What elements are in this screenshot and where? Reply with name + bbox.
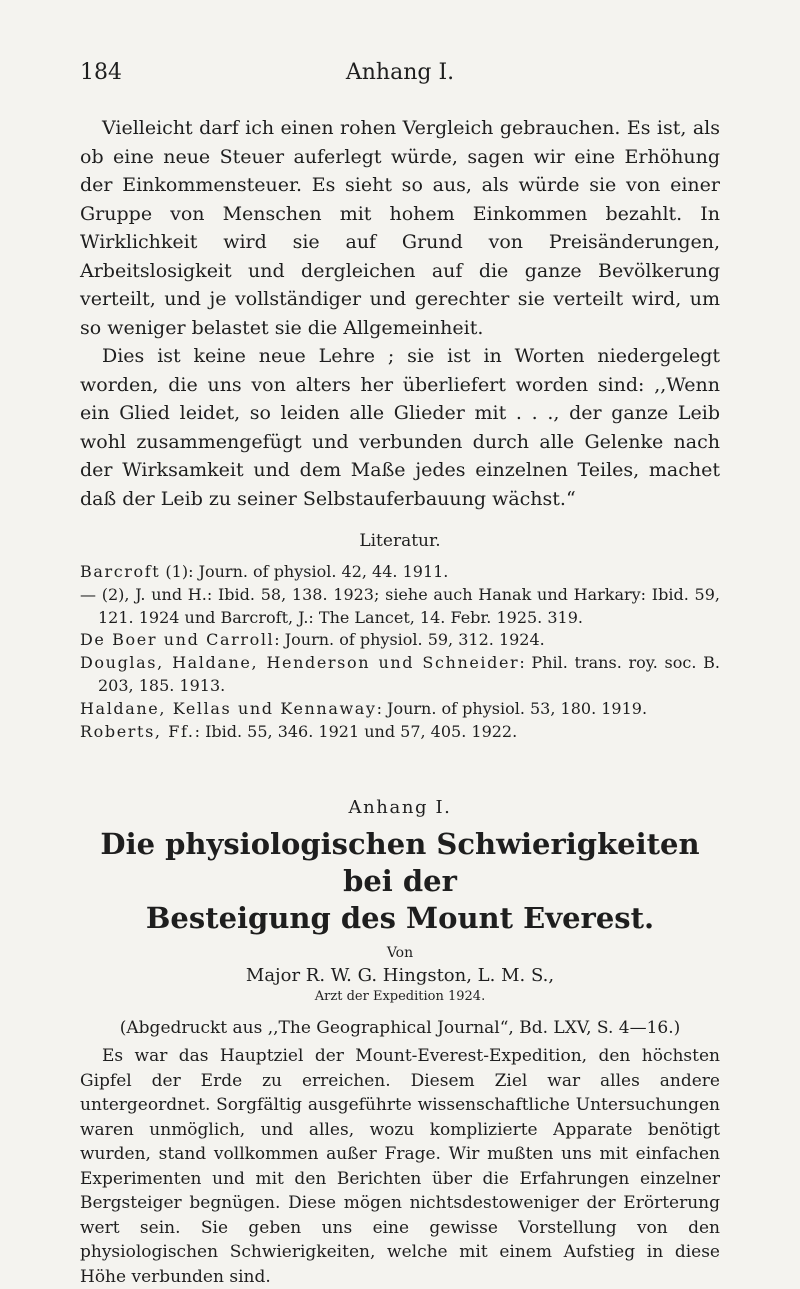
chapter-text [80,1044,720,1289]
page-number: 184 [80,60,122,85]
author-role: Arzt der Expedition 1924. [314,989,486,1005]
reference-author: De Boer und Carroll [80,630,275,650]
appendix-label: Anhang I. [348,797,452,819]
reference-text: : Journ. of physiol. 59, 312. 1924. [274,630,545,650]
reference-author: Haldane, Kellas und Kennaway [80,698,377,718]
reference-item [80,584,720,630]
book-page [80,60,720,1289]
reference-text: : Ibid. 55, 346. 1921 und 57, 405. 1922. [194,721,518,741]
reference-text: : Journ. of physiol. 53, 180. 1919. [376,698,648,718]
reference-author: Douglas, Haldane, Henderson und Schneider [80,653,520,673]
reference-author: Roberts, Ff. [80,721,195,741]
byline-von: Von [386,945,414,962]
paragraph-old-teaching: Dies ist keine neue Lehre ; sie ist in Worten niedergelegt worden, die uns von alters her überliefert worden sind: ,,Wenn ein Glied leidet, so leiden alle Glieder mit . . ., der ganze Leib wohl zusammengefügt und verbunden durch alle Gelenke nach der Wirksamkeit und dem Maße jedes einzelnen Teiles, machet daß der Leib zu seiner Selbstauferbauung wächst.“ [80,345,720,510]
reference-item [80,561,720,584]
reference-text: : Phil. trans. roy. soc. B. 203, 185. 1913. [98,653,720,695]
paragraph-expedition: Es war das Hauptziel der Mount-Everest-Expedition, den höchsten Gipfel der Erde zu erreichen. Diesem Ziel war alles andere untergeordnet. Sorgfältig ausgeführte wissenschaftliche Untersuchungen waren unmöglich, und alles, wozu komplizierte Apparate benötigt wurden, stand vollkommen außer Frage. Wir mußten uns mit einfachen Experimenten und mit den Berichten über die Erfahrungen einzelner Bergsteiger begnügen. Diese mögen nichtsdestoweniger der Erörterung wert sein. Sie geben uns eine gewisse Vorstellung von den physiologischen Schwierigkeiten, welche mit einem Aufstieg in diese Höhe verbunden sind. [80,1046,720,1287]
chapter-title [80,826,720,937]
reference-text: — (2), J. und H.: Ibid. 58, 138. 1923; siehe auch Hanak und Harkary: Ibid. 59, 121. 1924 und Barcroft, J.: The Lancet, 14. Febr. 1925. 319. [80,584,720,627]
literature-heading: Literatur. [359,531,441,551]
reference-author: Barcroft [80,562,161,581]
running-head [80,60,720,100]
reference-text: (1): Journ. of physiol. 42, 44. 1911. [160,562,449,581]
reference-list [80,561,720,743]
reference-item [80,629,720,652]
reference-item [80,721,720,744]
body-text [80,114,720,513]
running-title: Anhang I. [345,60,455,85]
chapter-author: Major R. W. G. Hingston, L. M. S., [245,965,555,987]
reference-item [80,698,720,721]
chapter-title-line-2: Besteigung des Mount Everest. [145,901,655,936]
paragraph-tax-comparison: Vielleicht darf ich einen rohen Vergleich gebrauchen. Es ist, als ob eine neue Steuer auferlegt würde, sagen wir eine Erhöhung der Einkommensteuer. Es sieht so aus, als würde sie von einer Gruppe von Menschen mit hohem Einkommen bezahlt. In Wirklichkeit wird sie auf Grund von Preisänderungen, Arbeitslosigkeit und dergleichen auf die ganze Bevölkerung verteilt, und je vollständiger und gerechter sie verteilt wird, um so weniger belastet sie die Allgemeinheit. [80,117,720,339]
reference-item [80,652,720,698]
source-note: (Abgedruckt aus ,,The Geographical Journal“, Bd. LXV, S. 4—16.) [119,1018,681,1039]
chapter-title-line-1: Die physiologischen Schwierigkeiten bei der [100,827,700,899]
